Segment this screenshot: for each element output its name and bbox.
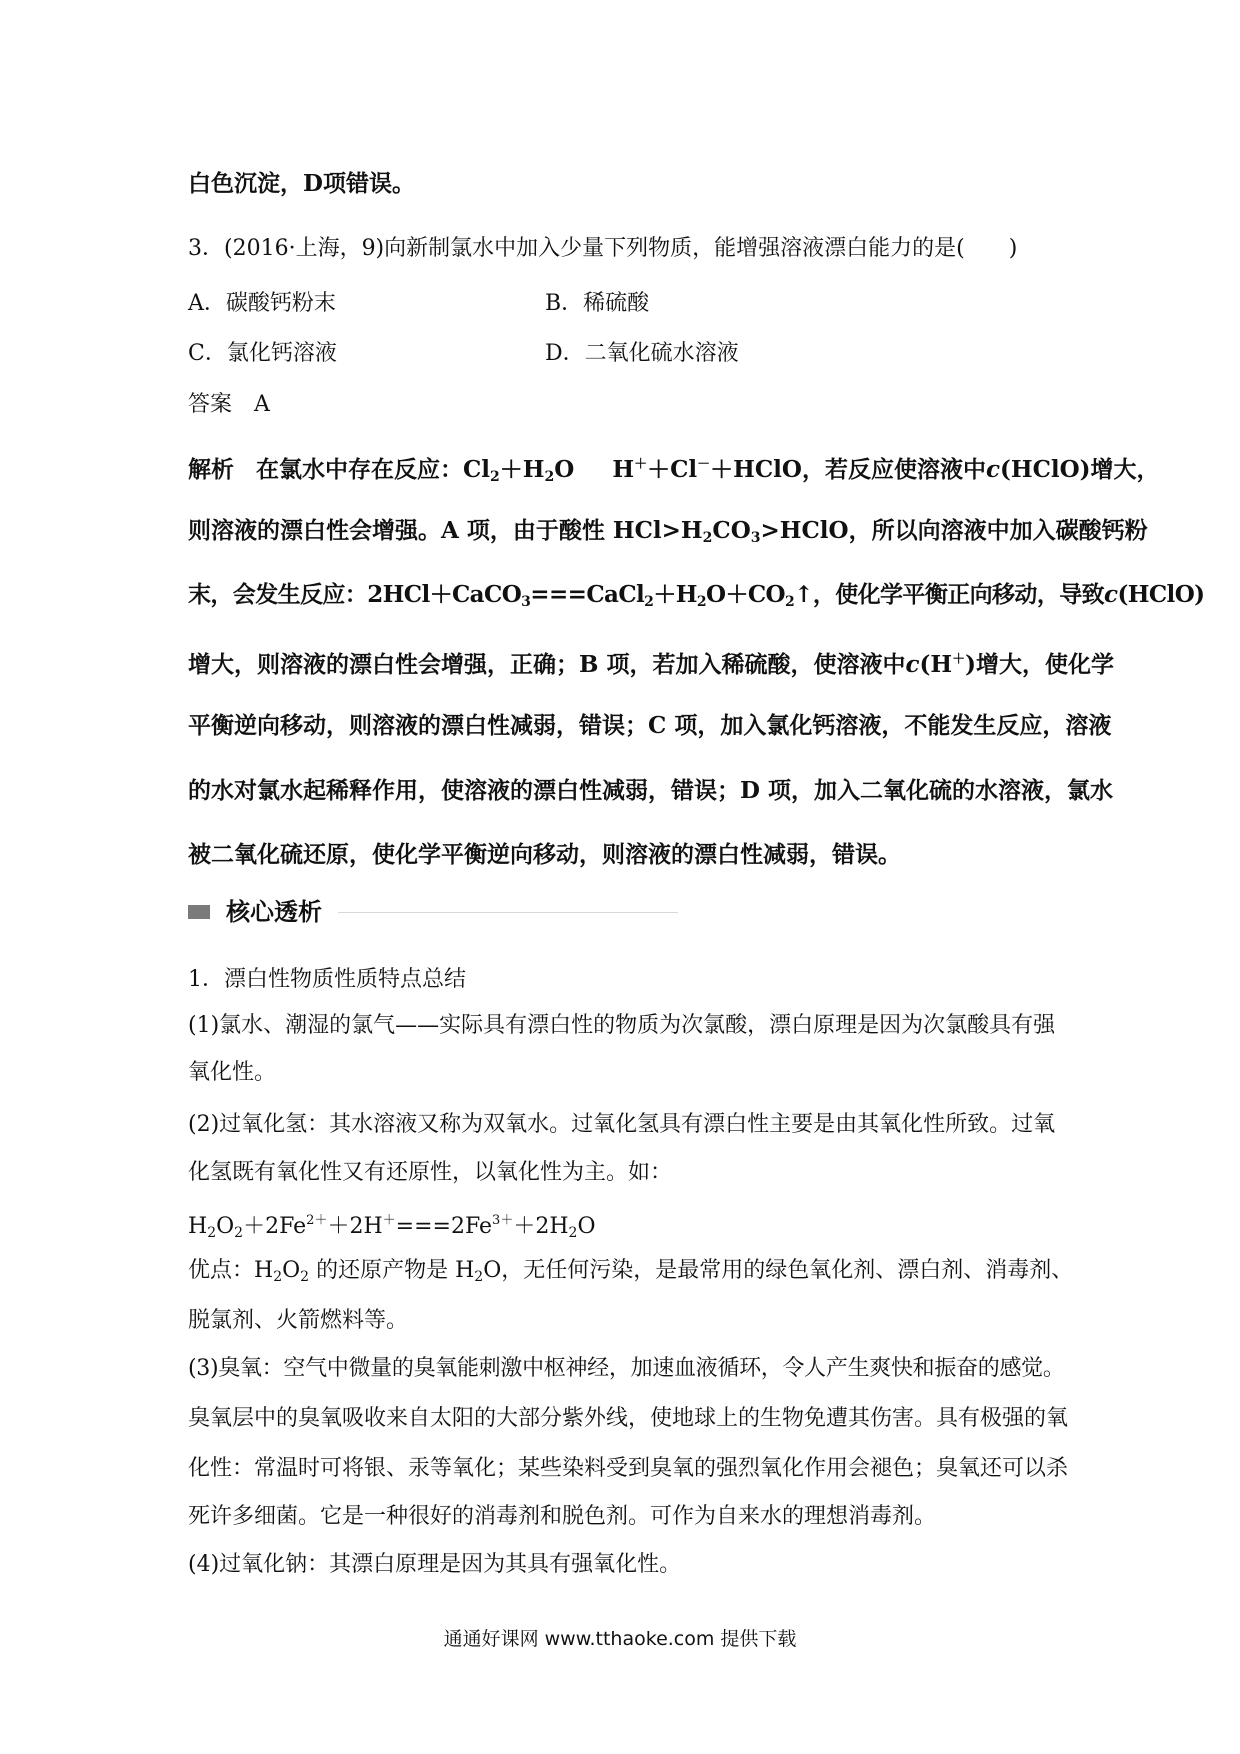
advantage-line-1: 优点：$H_2O_2$ 的还原产物是 $H_2O$，无任何污染，是最常用的绿色氧化剂、漂白剂、消毒剂、 bbox=[188, 1258, 1074, 1285]
advantage-line-2: 脱氯剂、火箭燃料等。 bbox=[188, 1308, 409, 1333]
paragraph-3-line-4: 死许多细菌。它是一种很好的消毒剂和脱色剂。可作为自来水的理想消毒剂。 bbox=[188, 1504, 937, 1529]
paragraph-4-line-1: (4)过氧化钠：其漂白原理是因为其具有强氧化性。 bbox=[188, 1552, 682, 1577]
option-b: B．稀硫酸 bbox=[545, 291, 650, 316]
lead-line: 白色沉淀，D项错误。 bbox=[188, 170, 415, 197]
paragraph-2-line-2: 化氢既有氧化性又有还原性，以氧化性为主。如： bbox=[188, 1160, 673, 1185]
analysis-label: 解析 bbox=[188, 456, 234, 483]
analysis-line-1: 解析 在氯水中存在反应：$Cl_2+H_2O$ H＋＋Cl－＋HClO，若反应使溶液中c(HClO)增大， bbox=[188, 456, 1160, 485]
analysis-line-3: 末，会发生反应：$2HCl+CaCO_3===CaCl_2+H_2O+CO_2↑$，使化学平衡正向移动，导致c(HClO) bbox=[188, 581, 1205, 610]
question-stem: 向新制氯水中加入少量下列物质，能增强溶液漂白能力的是( ) bbox=[384, 236, 1018, 261]
paragraph-3-line-2: 臭氧层中的臭氧吸收来自太阳的大部分紫外线，使地球上的生物免遭其伤害。具有极强的氧 bbox=[188, 1406, 1069, 1431]
section-divider bbox=[338, 912, 678, 913]
section-title: 核心透析 bbox=[226, 898, 322, 926]
question-number: 3． bbox=[188, 236, 224, 261]
section-heading bbox=[188, 895, 688, 929]
paragraph-1-line-1: (1)氯水、潮湿的氯气——实际具有漂白性的物质为次氯酸，漂白原理是因为次氯酸具有强 bbox=[188, 1013, 1056, 1038]
answer-label: 答案 bbox=[188, 392, 233, 417]
analysis-line-6: 的水对氯水起稀释作用，使溶液的漂白性减弱，错误；D 项，加入二氧化硫的水溶液，氯水 bbox=[188, 777, 1113, 804]
footer-credit: 通通好课网 www.tthaoke.com 提供下载 bbox=[443, 1628, 797, 1650]
answer-line bbox=[188, 390, 270, 420]
paragraph-3-line-3: 化性：常温时可将银、汞等氧化；某些染料受到臭氧的强烈氧化作用会褪色；臭氧还可以杀 bbox=[188, 1456, 1069, 1481]
option-a: A．碳酸钙粉末 bbox=[188, 291, 336, 316]
answer-value: A bbox=[254, 392, 270, 417]
paragraph-2-line-1: (2)过氧化氢：其水溶液又称为双氧水。过氧化氢具有漂白性主要是由其氧化性所致。过氧 bbox=[188, 1112, 1056, 1137]
analysis-line-4: 增大，则溶液的漂白性会增强，正确；B 项，若加入稀硫酸，使溶液中c(H＋)增大，使化学 bbox=[188, 651, 1114, 678]
option-c: C．氯化钙溶液 bbox=[188, 341, 337, 366]
content-heading: 1．漂白性物质性质特点总结 bbox=[188, 967, 466, 992]
section-marker-icon bbox=[188, 905, 210, 919]
paragraph-3-line-1: (3)臭氧：空气中微量的臭氧能刺激中枢神经，加速血液循环，令人产生爽快和振奋的感觉。 bbox=[188, 1356, 1065, 1381]
option-d: D．二氧化硫水溶液 bbox=[545, 341, 739, 366]
paragraph-1-line-2: 氧化性。 bbox=[188, 1060, 277, 1085]
analysis-line-7: 被二氧化硫还原，使化学平衡逆向移动，则溶液的漂白性减弱，错误。 bbox=[188, 841, 901, 868]
analysis-line-5: 平衡逆向移动，则溶液的漂白性减弱，错误；C 项，加入氯化钙溶液，不能发生反应，溶液 bbox=[188, 712, 1112, 739]
question-stem-line bbox=[188, 234, 1017, 264]
equation-line: $H_2O_2+2Fe^{2+}+2H^+===2Fe^{3+}+2H_2O$ bbox=[188, 1213, 596, 1241]
question-source: (2016·上海，9) bbox=[224, 236, 385, 261]
analysis-line-2: 则溶液的漂白性会增强。A 项，由于酸性 $HCl>H_2CO_3>HClO$，所以向溶液中加入碳酸钙粉 bbox=[188, 517, 1148, 546]
